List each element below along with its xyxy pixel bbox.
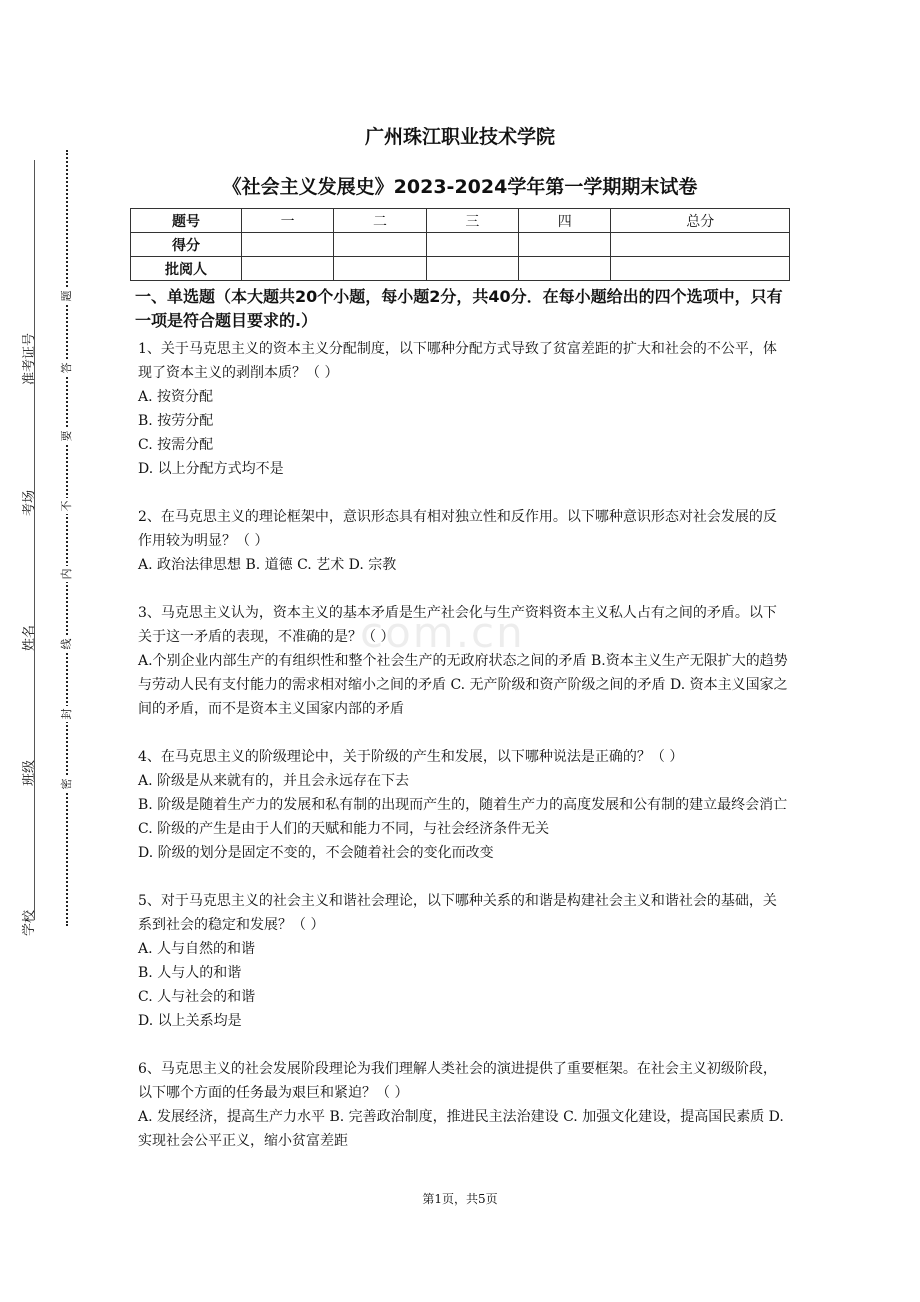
- question-item: [138, 337, 788, 481]
- score-cell: [334, 257, 426, 281]
- school-field-label: 学校: [22, 910, 37, 937]
- option: B. 阶级是随着生产力的发展和私有制的出现而产生的，随着生产力的高度发展和公有制的建立最终会消亡: [138, 797, 788, 813]
- score-cell: [611, 257, 790, 281]
- score-cell: [242, 257, 334, 281]
- option: A. 人与自然的和谐: [138, 941, 256, 957]
- seal-dotted-line: [66, 150, 68, 926]
- option: C. 人与社会的和谐: [138, 989, 256, 1005]
- score-table: [130, 208, 790, 281]
- seal-char: 内: [58, 566, 74, 582]
- seal-char: 要: [58, 428, 74, 444]
- seal-char: 封: [58, 706, 74, 722]
- option: D. 以上分配方式均不是: [138, 461, 284, 477]
- score-table-row: [131, 233, 790, 257]
- score-table-header-row: [131, 209, 790, 233]
- question-list: [135, 285, 788, 1177]
- option: B. 人与人的和谐: [138, 965, 242, 981]
- school-title: 广州珠江职业技术学院: [364, 126, 555, 148]
- reviewer-row-label: 批阅人: [131, 257, 242, 281]
- exam-title: 《社会主义发展史》2023-2024学年第一学期期末试卷: [222, 176, 698, 198]
- seal-char: 答: [58, 360, 74, 376]
- option: D. 阶级的划分是固定不变的，不会随着社会的变化而改变: [138, 845, 494, 861]
- score-row-label: 得分: [131, 233, 242, 257]
- score-cell: [334, 233, 426, 257]
- option: A.个别企业内部生产的有组织性和整个社会生产的无政府状态之间的矛盾 B.资本主义生产无限扩大的趋势与劳动人民有支付能力的需求相对缩小之间的矛盾 C. 无产阶级和资产阶级之间的矛盾 D. 资本主义国家之间的矛盾，而不是资本主义国家内部的矛盾: [138, 653, 788, 717]
- name-field-label: 姓名: [22, 625, 37, 652]
- option: B. 按劳分配: [138, 413, 214, 429]
- question-text: 3、马克思主义认为，资本主义的基本矛盾是生产社会化与生产资料资本主义私人占有之间的矛盾。以下关于这一矛盾的表现，不准确的是？（ ）: [138, 605, 777, 645]
- question-text: 6、马克思主义的社会发展阶段理论为我们理解人类社会的演进提供了重要框架。在社会主义初级阶段，以下哪个方面的任务最为艰巨和紧迫？（ ）: [138, 1061, 777, 1101]
- admission-number-field-label: 准考证号: [22, 332, 37, 385]
- question-text: 1、关于马克思主义的资本主义分配制度，以下哪种分配方式导致了贫富差距的扩大和社会的不公平，体现了资本主义的剥削本质？（ ）: [138, 341, 777, 381]
- question-item: [138, 505, 788, 577]
- seal-char: 不: [58, 498, 74, 514]
- question-text: 5、对于马克思主义的社会主义和谐社会理论，以下哪种关系的和谐是构建社会主义和谐社会的基础，关系到社会的稳定和发展？（ ）: [138, 893, 777, 933]
- option: C. 按需分配: [138, 437, 214, 453]
- question-item: [138, 745, 788, 865]
- watermark: com.cn: [360, 608, 525, 657]
- question-text: 4、在马克思主义的阶级理论中，关于阶级的产生和发展，以下哪种说法是正确的？（ ）: [138, 749, 684, 765]
- score-cell: [242, 233, 334, 257]
- seal-char: 密: [58, 776, 74, 792]
- score-cell: [426, 257, 518, 281]
- option: C. 阶级的产生是由于人们的天赋和能力不同，与社会经济条件无关: [138, 821, 550, 837]
- option: A. 阶级是从来就有的，并且会永远存在下去: [138, 773, 410, 789]
- score-cell: [519, 233, 611, 257]
- question-item: [138, 889, 788, 1033]
- score-table-header: 二: [334, 209, 426, 233]
- score-table-header: 总分: [611, 209, 790, 233]
- score-cell: [426, 233, 518, 257]
- score-table-row: [131, 257, 790, 281]
- class-field-label: 班级: [22, 760, 37, 787]
- score-cell: [611, 233, 790, 257]
- page-footer: 第1页，共5页: [422, 1192, 498, 1206]
- score-cell: [519, 257, 611, 281]
- seal-char: 线: [58, 636, 74, 652]
- exam-room-field-label: 考场: [22, 490, 37, 517]
- option: A. 按资分配: [138, 389, 214, 405]
- score-table-header: 四: [519, 209, 611, 233]
- option: D. 以上关系均是: [138, 1013, 242, 1029]
- option: A. 政治法律思想 B. 道德 C. 艺术 D. 宗教: [138, 557, 397, 573]
- question-item: [138, 1057, 788, 1153]
- section-title: 一、单选题（本大题共20个小题，每小题2分，共40分．在每小题给出的四个选项中，只有一项是符合题目要求的.）: [135, 287, 783, 330]
- margin-divider-line: [34, 160, 35, 920]
- option: A. 发展经济，提高生产力水平 B. 完善政治制度，推进民主法治建设 C. 加强文化建设，提高国民素质 D. 实现社会公平正义，缩小贫富差距: [138, 1109, 784, 1149]
- score-table-header: 题号: [131, 209, 242, 233]
- seal-char: 题: [58, 288, 74, 304]
- score-table-header: 一: [242, 209, 334, 233]
- score-table-header: 三: [426, 209, 518, 233]
- question-text: 2、在马克思主义的理论框架中，意识形态具有相对独立性和反作用。以下哪种意识形态对社会发展的反作用较为明显？（ ）: [138, 509, 777, 549]
